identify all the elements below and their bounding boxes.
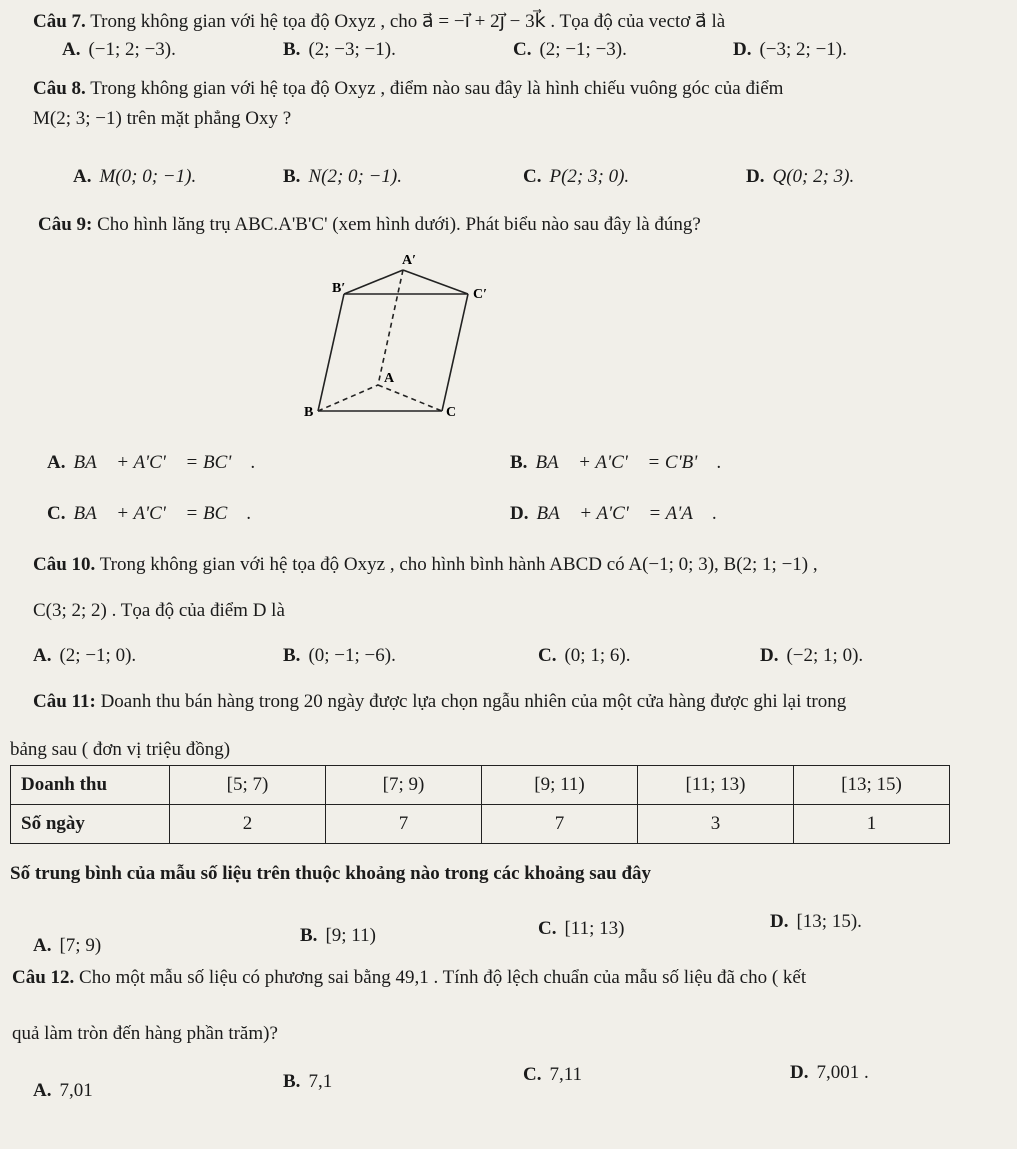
option-letter: C. — [523, 1064, 542, 1085]
q11-option-d[interactable] — [770, 910, 862, 934]
q10-option-c[interactable] — [538, 644, 630, 668]
option-text: BA⃗ + A'C'⃗ = C'B'⃗ . — [535, 452, 722, 473]
option-letter: D. — [746, 166, 765, 187]
q11-option-c[interactable] — [538, 917, 624, 941]
q8-option-c[interactable] — [523, 165, 629, 189]
q12-option-a[interactable] — [33, 1079, 93, 1103]
option-letter: A. — [47, 452, 66, 473]
q9-option-b[interactable] — [510, 451, 722, 475]
q12-option-d[interactable] — [790, 1061, 869, 1085]
q12-option-b[interactable] — [283, 1070, 332, 1094]
question-label: Câu 11: — [33, 691, 96, 712]
question-8 — [33, 77, 783, 101]
option-text: P(2; 3; 0). — [549, 166, 630, 187]
q8-option-b[interactable] — [283, 165, 402, 189]
question-9 — [38, 213, 701, 237]
question-11-line-2: bảng sau ( đơn vị triệu đồng) — [10, 739, 231, 760]
question-text: Trong không gian với hệ tọa độ Oxyz , điểm nào sau đây là hình chiếu vuông góc của điểm — [90, 78, 784, 99]
question-10-line-2: C(3; 2; 2) . Tọa độ của điểm D là — [33, 600, 285, 621]
table-cell: [11; 13) — [638, 766, 794, 805]
option-text: BA⃗ + A'C'⃗ = A'A⃗ . — [536, 503, 718, 524]
label-b-prime: B′ — [332, 281, 346, 296]
table-cell: [9; 11) — [482, 766, 638, 805]
table-cell: 3 — [638, 805, 794, 844]
option-letter: D. — [770, 911, 789, 932]
table-row — [11, 766, 950, 805]
option-letter: B. — [510, 452, 528, 473]
table-cell: 7 — [482, 805, 638, 844]
table-cell: [13; 15) — [794, 766, 950, 805]
edge-a1-a — [378, 270, 403, 385]
option-letter: C. — [513, 39, 532, 60]
question-text: Doanh thu bán hàng trong 20 ngày được lựa chọn ngẫu nhiên của một cửa hàng được ghi lại trong — [100, 691, 847, 712]
label-c: C — [446, 405, 457, 420]
option-text: 7,1 — [308, 1071, 333, 1092]
table-cell: [5; 7) — [170, 766, 326, 805]
option-text: 7,11 — [549, 1064, 583, 1085]
q10-option-a[interactable] — [33, 644, 136, 668]
prism-figure — [280, 248, 500, 428]
option-text: BA⃗ + A'C'⃗ = BC⃗ . — [73, 503, 252, 524]
table-header-cell: Số ngày — [11, 805, 170, 844]
option-text: 7,01 — [59, 1080, 93, 1101]
question-label: Câu 8. — [33, 78, 86, 99]
option-letter: D. — [733, 39, 752, 60]
option-text: (−3; 2; −1). — [759, 39, 847, 60]
option-letter: D. — [760, 645, 779, 666]
option-letter: D. — [790, 1062, 809, 1083]
option-letter: C. — [523, 166, 542, 187]
option-text: [11; 13) — [564, 918, 625, 939]
question-8-line-2: M(2; 3; −1) trên mặt phẳng Oxy ? — [33, 108, 292, 129]
question-7 — [33, 10, 725, 34]
option-text: (2; −1; −3). — [539, 39, 627, 60]
option-text: [7; 9) — [59, 935, 102, 956]
question-text: Cho một mẫu số liệu có phương sai bằng 49,1 . Tính độ lệch chuẩn của mẫu số liệu đã cho ( kết — [79, 967, 807, 988]
question-text: Cho hình lăng trụ ABC.A'B'C' (xem hình dưới). Phát biểu nào sau đây là đúng? — [97, 214, 701, 235]
q11-option-b[interactable] — [300, 924, 376, 948]
option-text: BA⃗ + A'C'⃗ = BC'⃗ . — [73, 452, 256, 473]
option-text: M(0; 0; −1). — [99, 166, 197, 187]
option-letter: B. — [283, 166, 301, 187]
label-a-prime: A′ — [402, 253, 417, 268]
q12-option-c[interactable] — [523, 1063, 582, 1087]
question-label: Câu 7. — [33, 11, 86, 32]
option-text: (−1; 2; −3). — [88, 39, 176, 60]
option-letter: C. — [47, 503, 66, 524]
question-label: Câu 12. — [12, 967, 75, 988]
option-text: (0; 1; 6). — [564, 645, 631, 666]
label-c-prime: C′ — [473, 287, 488, 302]
question-10 — [33, 553, 818, 577]
question-label: Câu 10. — [33, 554, 96, 575]
q7-option-c[interactable] — [513, 38, 627, 62]
label-b: B — [304, 405, 314, 420]
option-letter: B. — [283, 645, 301, 666]
option-text: (0; −1; −6). — [308, 645, 396, 666]
edge-b1-b — [318, 294, 344, 411]
option-letter: C. — [538, 645, 557, 666]
option-letter: A. — [33, 935, 52, 956]
label-a: A — [384, 371, 395, 386]
option-letter: D. — [510, 503, 529, 524]
option-letter: A. — [73, 166, 92, 187]
q9-option-a[interactable] — [47, 451, 256, 475]
table-row — [11, 805, 950, 844]
table-header-cell: Doanh thu — [11, 766, 170, 805]
option-text: (2; −1; 0). — [59, 645, 137, 666]
question-text: Trong không gian với hệ tọa độ Oxyz , cho a⃗ = −i⃗ + 2j⃗ − 3k⃗ . Tọa độ của vectơ a⃗ là — [90, 11, 726, 32]
option-letter: B. — [283, 1071, 301, 1092]
option-letter: A. — [33, 645, 52, 666]
option-text: [13; 15). — [796, 911, 862, 932]
option-letter: A. — [62, 39, 81, 60]
edge-a1-c1 — [403, 270, 468, 294]
question-label: Câu 9: — [38, 214, 93, 235]
q7-option-b[interactable] — [283, 38, 396, 62]
edge-b-a — [318, 385, 378, 411]
frequency-table — [10, 765, 950, 844]
option-letter: C. — [538, 918, 557, 939]
option-letter: B. — [300, 925, 318, 946]
edge-a-c — [378, 385, 442, 411]
option-letter: B. — [283, 39, 301, 60]
question-11-line-3: Số trung bình của mẫu số liệu trên thuộc khoảng nào trong các khoảng sau đây — [10, 863, 652, 884]
table-cell: 2 — [170, 805, 326, 844]
q8-option-a[interactable] — [73, 165, 196, 189]
option-text: N(2; 0; −1). — [308, 166, 402, 187]
question-11 — [33, 690, 846, 714]
option-text: (−2; 1; 0). — [786, 645, 864, 666]
q8-option-d[interactable] — [746, 165, 854, 189]
table-cell: 1 — [794, 805, 950, 844]
edge-b1-a1 — [344, 270, 403, 294]
option-text: Q(0; 2; 3). — [772, 166, 855, 187]
edge-c1-c — [442, 294, 468, 411]
q10-option-b[interactable] — [283, 644, 396, 668]
option-text: [9; 11) — [325, 925, 376, 946]
question-text: Trong không gian với hệ tọa độ Oxyz , cho hình bình hành ABCD có A(−1; 0; 3), B(2; 1; −1) , — [99, 554, 818, 575]
option-text: 7,001 . — [816, 1062, 869, 1083]
table-cell: [7; 9) — [326, 766, 482, 805]
q10-option-d[interactable] — [760, 644, 863, 668]
q7-option-d[interactable] — [733, 38, 847, 62]
table-cell: 7 — [326, 805, 482, 844]
q9-option-c[interactable] — [47, 502, 252, 526]
option-text: (2; −3; −1). — [308, 39, 396, 60]
q7-option-a[interactable] — [62, 38, 176, 62]
q9-option-d[interactable] — [510, 502, 717, 526]
option-letter: A. — [33, 1080, 52, 1101]
question-12 — [12, 966, 806, 990]
question-12-line-2: quả làm tròn đến hàng phần trăm)? — [12, 1023, 278, 1044]
q11-option-a[interactable] — [33, 934, 101, 958]
